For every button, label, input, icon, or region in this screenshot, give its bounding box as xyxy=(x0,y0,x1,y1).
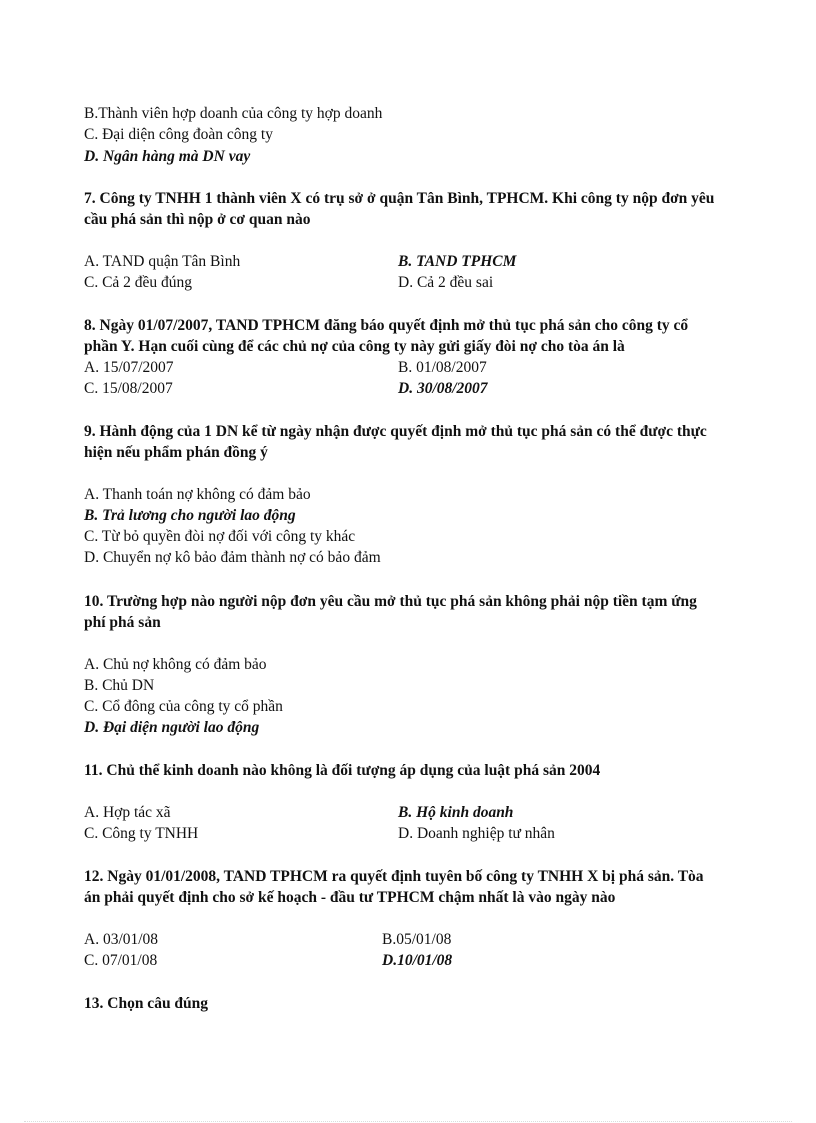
q10-option-a: A. Chủ nợ không có đảm bảo xyxy=(84,656,267,673)
question-9-line-2: hiện nếu phẩm phán đồng ý xyxy=(84,444,268,461)
question-8-line-2: phần Y. Hạn cuối cùng để các chủ nợ của công ty này gửi giấy đòi nợ cho tòa án là xyxy=(84,338,625,355)
q10-option-c: C. Cổ đông của công ty cổ phần xyxy=(84,698,283,715)
q12-option-d-correct: D.10/01/08 xyxy=(382,952,453,969)
q7-option-d: D. Cả 2 đều sai xyxy=(398,274,494,291)
question-10-line-1: 10. Trường hợp nào người nộp đơn yêu cầu mở thủ tục phá sản không phải nộp tiền tạm ứng xyxy=(84,593,697,610)
question-12-line-1: 12. Ngày 01/01/2008, TAND TPHCM ra quyết định tuyên bố công ty TNHH X bị phá sản. Tòa xyxy=(84,868,704,885)
question-11-line-1: 11. Chủ thể kinh doanh nào không là đối tượng áp dụng của luật phá sản 2004 xyxy=(84,762,601,779)
question-8-line-1: 8. Ngày 01/07/2007, TAND TPHCM đăng báo quyết định mở thủ tục phá sản cho công ty cổ xyxy=(84,317,689,334)
question-12-line-2: án phải quyết định cho sở kế hoạch - đầu tư TPHCM chậm nhất là vào ngày nào xyxy=(84,889,616,906)
q7-option-a: A. TAND quận Tân Bình xyxy=(84,253,241,270)
q11-option-d: D. Doanh nghiệp tư nhân xyxy=(398,825,555,842)
q11-option-b-correct: B. Hộ kinh doanh xyxy=(398,804,514,821)
q9-option-b-correct: B. Trả lương cho người lao động xyxy=(84,507,296,524)
option-c: C. Đại diện công đoàn công ty xyxy=(84,126,273,143)
q12-option-b: B.05/01/08 xyxy=(382,931,452,948)
question-7-line-2: cầu phá sản thì nộp ở cơ quan nào xyxy=(84,211,311,228)
q12-option-a: A. 03/01/08 xyxy=(84,931,159,948)
q7-option-b-correct: B. TAND TPHCM xyxy=(398,253,517,270)
question-10-line-2: phí phá sản xyxy=(84,614,161,631)
q10-option-d-correct: D. Đại diện người lao động xyxy=(84,719,260,736)
question-13-line-1: 13. Chọn câu đúng xyxy=(84,995,209,1012)
option-b: B.Thành viên hợp doanh của công ty hợp doanh xyxy=(84,105,383,122)
q11-option-c: C. Công ty TNHH xyxy=(84,825,199,842)
option-d-correct: D. Ngân hàng mà DN vay xyxy=(84,148,251,165)
q8-option-c: C. 15/08/2007 xyxy=(84,380,173,397)
q9-option-c: C. Từ bỏ quyền đòi nợ đối với công ty khác xyxy=(84,528,356,545)
q12-option-c: C. 07/01/08 xyxy=(84,952,158,969)
q7-option-c: C. Cả 2 đều đúng xyxy=(84,274,193,291)
q9-option-a: A. Thanh toán nợ không có đảm bảo xyxy=(84,486,311,503)
q9-option-d: D. Chuyển nợ kô bảo đảm thành nợ có bảo đảm xyxy=(84,549,381,566)
q8-option-a: A. 15/07/2007 xyxy=(84,359,174,376)
q11-option-a: A. Hợp tác xã xyxy=(84,804,171,821)
page-footer-divider xyxy=(24,1121,792,1122)
question-7-line-1: 7. Công ty TNHH 1 thành viên X có trụ sở ở quận Tân Bình, TPHCM. Khi công ty nộp đơn yêu xyxy=(84,190,715,207)
q10-option-b: B. Chủ DN xyxy=(84,677,155,694)
question-9-line-1: 9. Hành động của 1 DN kể từ ngày nhận được quyết định mở thủ tục phá sản có thể được thực xyxy=(84,423,707,440)
q8-option-d-correct: D. 30/08/2007 xyxy=(398,380,488,397)
q8-option-b: B. 01/08/2007 xyxy=(398,359,487,376)
